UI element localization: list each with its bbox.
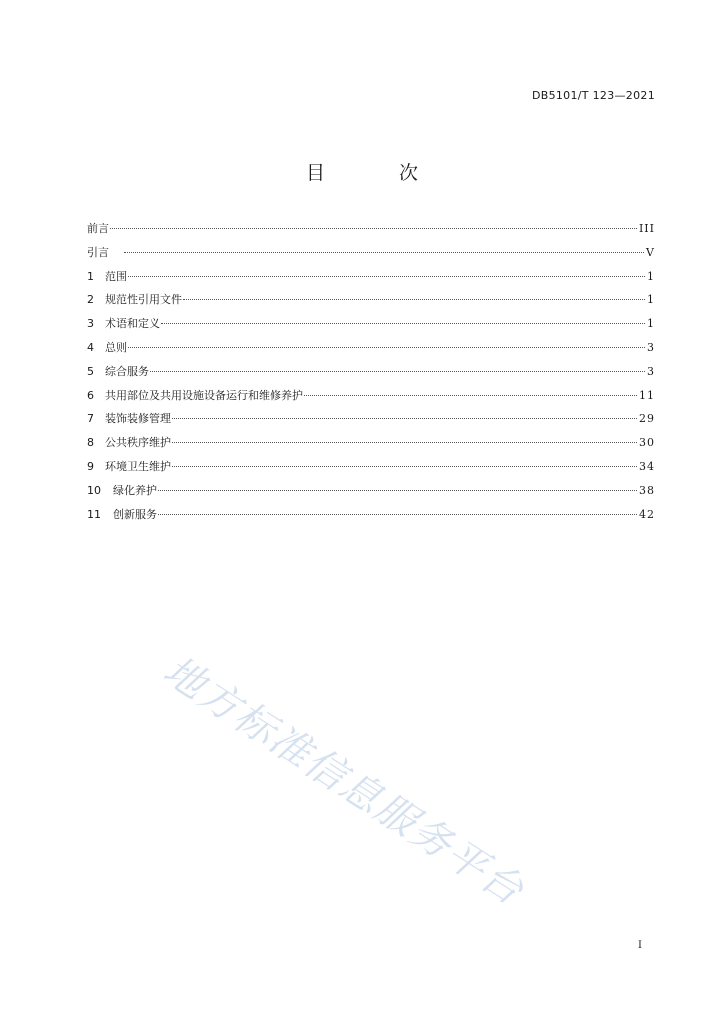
toc-leader-dots [172,466,637,467]
toc-entry-sanitation[interactable] [87,460,655,484]
toc-entry-normative-references[interactable] [87,293,655,317]
toc-entry-label: 术语和定义 [105,317,160,331]
toc-entry-general[interactable] [87,341,655,365]
toc-leader-dots [128,276,645,277]
toc-entry-label: 共用部位及共用设施设备运行和维修养护 [105,388,303,402]
toc-entry-number: 1 [87,269,94,283]
toc-entry-comprehensive-service[interactable] [87,365,655,389]
toc-entry-introduction[interactable] [87,246,655,270]
toc-entry-number: 5 [87,364,94,378]
toc-entry-page: 29 [639,412,655,426]
toc-entry-page: III [638,222,655,235]
toc-entry-decoration[interactable] [87,412,655,436]
toc-leader-dots [158,514,637,515]
toc-entry-number: 10 [87,483,101,497]
toc-entry-greening[interactable] [87,484,655,508]
toc-entry-page: 42 [639,507,655,521]
toc-entry-page: 1 [647,269,655,283]
page-number: I [638,940,642,951]
toc-entry-shared-facilities[interactable] [87,389,655,413]
toc-entry-number: 3 [87,317,94,331]
toc-entry-scope[interactable] [87,270,655,294]
toc-leader-dots [183,299,645,300]
toc-entry-page: 38 [639,483,655,497]
toc-entry-label: 总则 [105,340,127,354]
toc-entry-number: 2 [87,293,94,307]
toc-entry-page: 34 [639,459,655,473]
watermark: 地方标准信息服务平台 [155,647,533,915]
toc-entry-label: 装饰装修管理 [105,412,171,426]
toc-title: 目 次 [305,162,453,184]
toc-entry-label: 绿化养护 [113,483,157,497]
toc-entry-number: 4 [87,340,94,354]
toc-entry-number: 6 [87,388,94,402]
toc-entry-innovation[interactable] [87,508,655,532]
toc-entry-page: 3 [647,364,655,378]
toc-leader-dots [124,252,644,253]
toc-leader-dots [128,347,645,348]
toc-entry-page: 30 [639,436,655,450]
toc-entry-number: 11 [87,507,101,521]
document-code: DB5101/T 123—2021 [531,89,655,102]
toc-entry-label: 前言 [87,222,109,235]
toc-entry-number: 9 [87,459,94,473]
toc-entry-page: 11 [639,388,655,402]
toc-entry-label: 公共秩序维护 [105,436,171,450]
toc-leader-dots [110,228,637,229]
toc-entry-page: 3 [647,340,655,354]
toc-entry-page: V [646,245,655,259]
toc-entry-label: 综合服务 [105,364,149,378]
toc-entry-label: 环境卫生维护 [105,459,171,473]
toc-entry-page: 1 [647,293,655,307]
toc-leader-dots [150,371,645,372]
toc-leader-dots [172,418,637,419]
toc-leader-dots [304,395,637,396]
toc-entry-terms[interactable] [87,317,655,341]
toc-entry-number: 7 [87,412,94,426]
toc-entry-number: 8 [87,436,94,450]
toc-entry-foreword[interactable] [87,222,655,246]
toc-entry-label: 创新服务 [113,507,157,521]
toc-entry-label: 引言 [87,245,109,259]
toc-entry-label: 规范性引用文件 [105,293,182,307]
toc-leader-dots [172,442,637,443]
toc-entry-label: 范围 [105,269,127,283]
toc-leader-dots [161,323,645,324]
toc-entry-page: 1 [647,317,655,331]
toc-entry-public-order[interactable] [87,436,655,460]
table-of-contents [87,222,655,531]
toc-leader-dots [158,490,637,491]
